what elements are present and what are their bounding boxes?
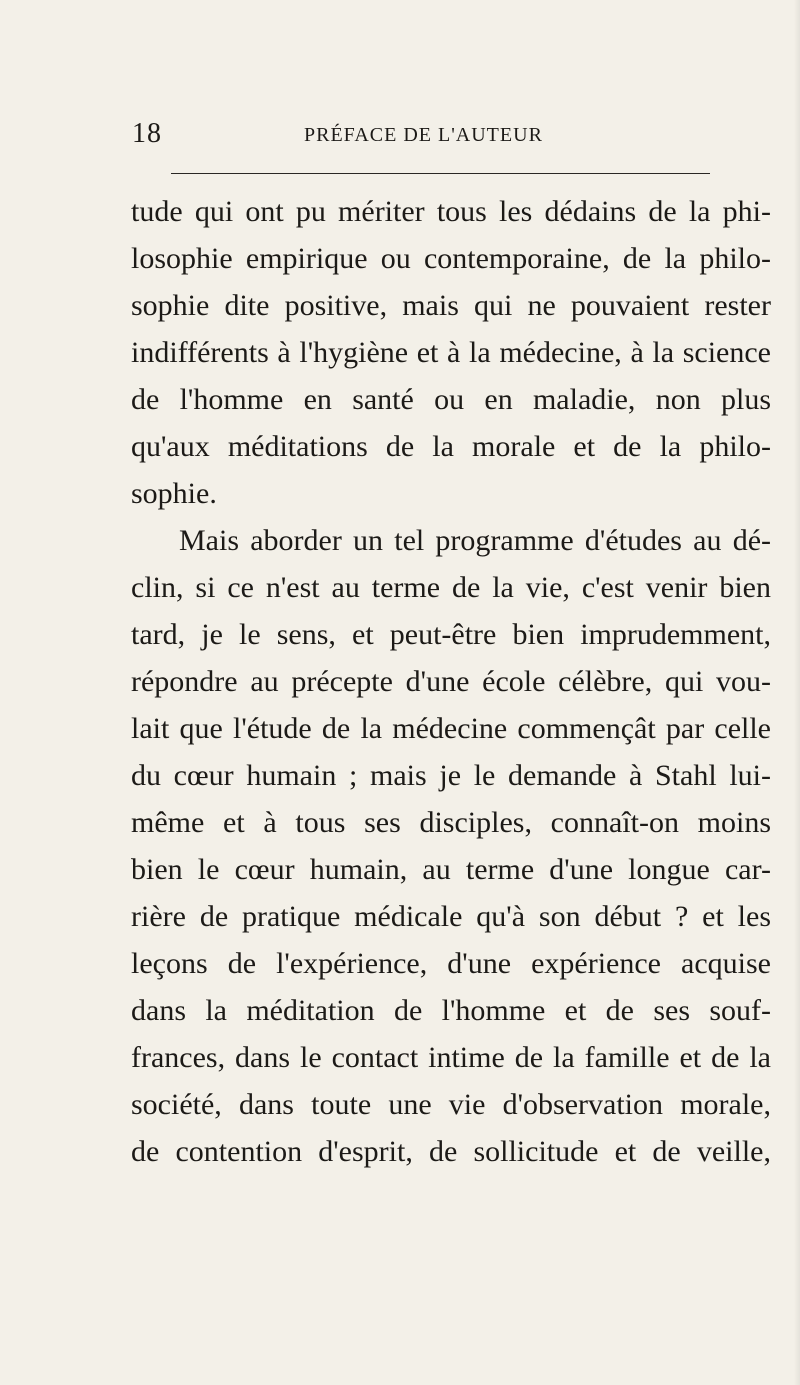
text-line: lait que l'étude de la médecine commençât par celle	[131, 712, 771, 745]
text-line: tard, je le sens, et peut-être bien imprudemment,	[131, 618, 771, 651]
text-line: rière de pratique médicale qu'à son début ? et les	[131, 900, 771, 933]
text-line: société, dans toute une vie d'observation morale,	[131, 1088, 771, 1121]
text-line: dans la méditation de l'homme et de ses souf-	[131, 994, 771, 1027]
text-line: bien le cœur humain, au terme d'une longue car-	[131, 853, 771, 886]
running-title: PRÉFACE DE L'AUTEUR	[304, 124, 543, 146]
page-number: 18	[132, 118, 162, 149]
text-line: même et à tous ses disciples, connaît-on moins	[131, 806, 771, 839]
text-line: du cœur humain ; mais je le demande à Stahl lui-	[131, 759, 771, 792]
text-line: de l'homme en santé ou en maladie, non plus	[131, 383, 771, 416]
body-text	[131, 188, 771, 1175]
text-line: sophie.	[131, 477, 217, 510]
page-header	[132, 117, 582, 151]
text-line: clin, si ce n'est au terme de la vie, c'est venir bien	[131, 571, 771, 604]
text-line: répondre au précepte d'une école célèbre, qui vou-	[131, 665, 771, 698]
text-line: Mais aborder un tel programme d'études au dé-	[179, 524, 771, 557]
text-line: frances, dans le contact intime de la famille et de la	[131, 1041, 771, 1074]
text-line: tude qui ont pu mériter tous les dédains de la phi-	[131, 195, 771, 228]
text-line: indifférents à l'hygiène et à la médecine, à la science	[131, 336, 771, 369]
text-line: leçons de l'expérience, d'une expérience acquise	[131, 947, 771, 980]
page-edge	[794, 0, 800, 1385]
text-line: de contention d'esprit, de sollicitude et de veille,	[131, 1135, 771, 1168]
text-line: sophie dite positive, mais qui ne pouvaient rester	[131, 289, 771, 322]
text-line: losophie empirique ou contemporaine, de la philo-	[131, 242, 771, 275]
text-line: qu'aux méditations de la morale et de la philo-	[131, 430, 771, 463]
header-rule	[171, 173, 710, 174]
